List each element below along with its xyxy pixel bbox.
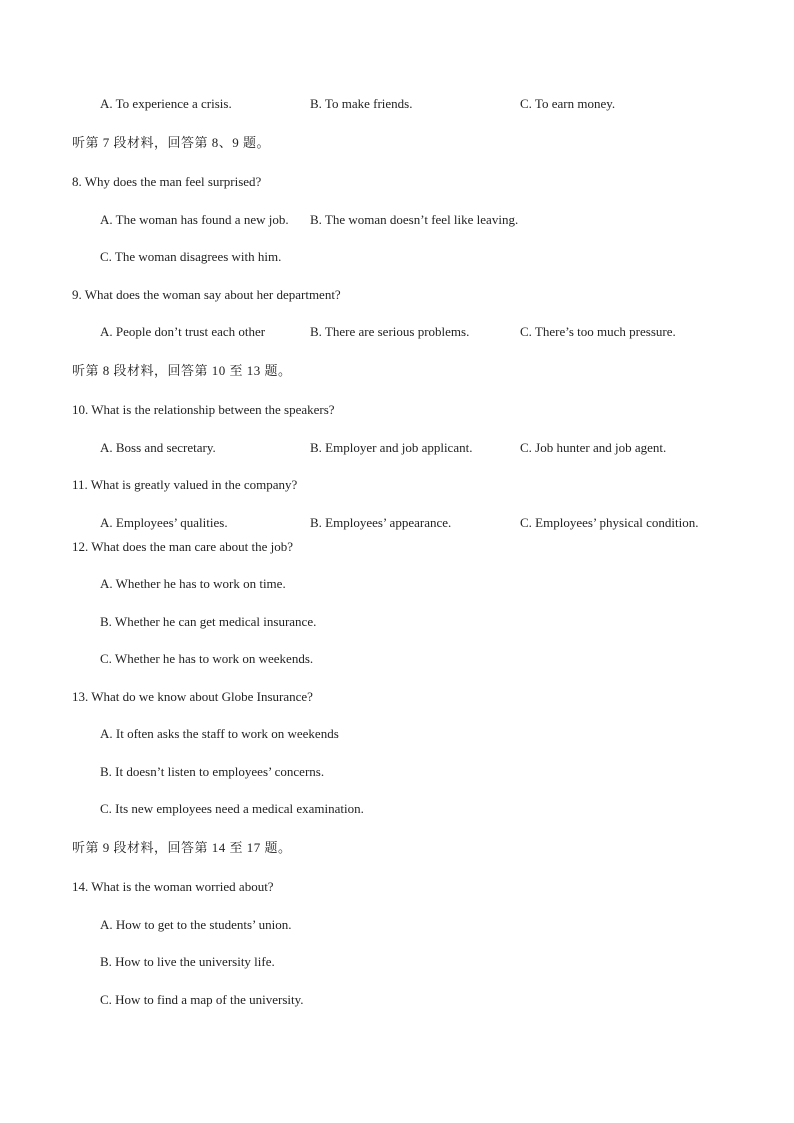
q12-option-c: C. Whether he has to work on weekends. bbox=[100, 651, 314, 666]
section-7-heading: 听第 7 段材料，回答第 8、9 题。 bbox=[72, 135, 271, 150]
q7-option-b: B. To make friends. bbox=[310, 96, 413, 111]
q13-text: 13. What do we know about Globe Insurance? bbox=[72, 689, 313, 704]
q12-option-b: B. Whether he can get medical insurance. bbox=[100, 614, 317, 629]
q14-option-b: B. How to live the university life. bbox=[100, 954, 275, 969]
q10-option-c: C. Job hunter and job agent. bbox=[520, 440, 667, 455]
section-9-heading: 听第 9 段材料，回答第 14 至 17 题。 bbox=[72, 840, 292, 855]
q10-option-b: B. Employer and job applicant. bbox=[310, 440, 473, 455]
q7-option-c: C. To earn money. bbox=[520, 96, 616, 111]
q8-option-b: B. The woman doesn’t feel like leaving. bbox=[310, 212, 519, 227]
q9-option-c: C. There’s too much pressure. bbox=[520, 324, 676, 339]
q14-text: 14. What is the woman worried about? bbox=[72, 879, 274, 894]
q8-option-a: A. The woman has found a new job. bbox=[100, 212, 289, 227]
q13-option-c: C. Its new employees need a medical examination. bbox=[100, 801, 364, 816]
q8-text: 8. Why does the man feel surprised? bbox=[72, 174, 262, 189]
q13-option-b: B. It doesn’t listen to employees’ concerns. bbox=[100, 764, 325, 779]
q11-text: 11. What is greatly valued in the company? bbox=[72, 477, 298, 492]
q7-option-a: A. To experience a crisis. bbox=[100, 96, 232, 111]
q11-option-c: C. Employees’ physical condition. bbox=[520, 515, 699, 530]
q9-text: 9. What does the woman say about her department? bbox=[72, 287, 341, 302]
q12-text: 12. What does the man care about the job? bbox=[72, 539, 294, 554]
q10-option-a: A. Boss and secretary. bbox=[100, 440, 216, 455]
q14-option-a: A. How to get to the students’ union. bbox=[100, 917, 292, 932]
q8-option-c: C. The woman disagrees with him. bbox=[100, 249, 282, 264]
q10-text: 10. What is the relationship between the speakers? bbox=[72, 402, 335, 417]
q9-option-a: A. People don’t trust each other bbox=[100, 324, 266, 339]
q14-option-c: C. How to find a map of the university. bbox=[100, 992, 304, 1007]
section-8-heading: 听第 8 段材料，回答第 10 至 13 题。 bbox=[72, 363, 292, 378]
q11-option-b: B. Employees’ appearance. bbox=[310, 515, 452, 530]
q9-option-b: B. There are serious problems. bbox=[310, 324, 470, 339]
q12-option-a: A. Whether he has to work on time. bbox=[100, 576, 286, 591]
q11-option-a: A. Employees’ qualities. bbox=[100, 515, 228, 530]
q13-option-a: A. It often asks the staff to work on weekends bbox=[100, 726, 339, 741]
